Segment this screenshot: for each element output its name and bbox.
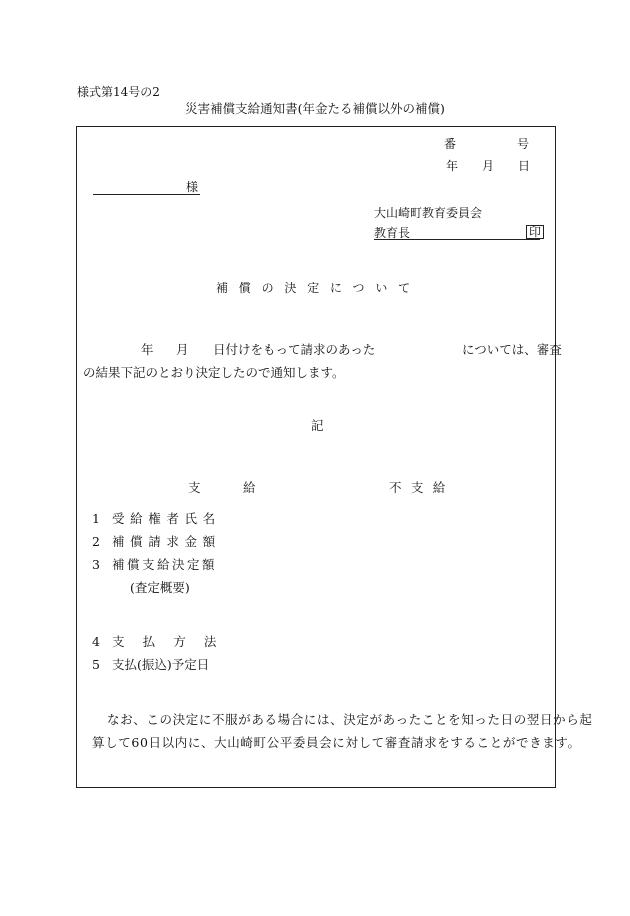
body-month: 月 (176, 342, 189, 357)
assessment-note: (査定概要) (130, 580, 190, 595)
record-mark: 記 (311, 418, 324, 433)
item-number: 1 (92, 511, 100, 526)
body-text-1: 日付けをもって請求のあった (213, 342, 376, 357)
number-label-2: 号 (517, 137, 530, 151)
footer-line-2: 算して60日以内に、大山崎町公平委員会に対して審査請求をすることができます。 (92, 735, 581, 750)
addressee-suffix: 様 (186, 180, 199, 194)
subject-heading: 補償の決定について (216, 281, 421, 295)
date-month: 月 (482, 159, 495, 173)
footer-line-1: なお、この決定に不服がある場合には、決定があったことを知った日の翌日から起 (107, 712, 593, 727)
seal-mark: 印 (526, 225, 544, 239)
body-text-tail: については、審査 (462, 342, 562, 357)
item-label-claim-amount: 補償請求金額 (112, 534, 221, 549)
item-number: 5 (92, 657, 100, 672)
column-nopay: 不支給 (389, 480, 455, 495)
column-pay: 支 給 (188, 480, 271, 495)
body-year: 年 (141, 342, 154, 357)
item-number: 4 (92, 634, 100, 649)
issuer-title: 教育長 (374, 226, 411, 240)
item-label-payment-date: 支払(振込)予定日 (112, 657, 210, 672)
document-frame (76, 126, 556, 788)
date-year: 年 (446, 159, 459, 173)
body-text-2: の結果下記のとおり決定したので通知します。 (83, 365, 345, 380)
addressee-line (93, 180, 200, 195)
item-label-decided-amount: 補償支給決定額 (112, 557, 218, 572)
date-day: 日 (518, 159, 531, 173)
number-label-1: 番 (444, 137, 457, 151)
document-title: 災害補償支給通知書(年金たる補償以外の補償) (185, 101, 445, 116)
form-number: 様式第14号の2 (77, 85, 160, 99)
item-number: 3 (92, 557, 100, 572)
item-number: 2 (92, 534, 100, 549)
issuer-org: 大山崎町教育委員会 (374, 206, 483, 220)
item-label-recipient: 受給権者氏名 (112, 511, 221, 526)
item-label-payment-method: 支払方法 (112, 634, 235, 649)
